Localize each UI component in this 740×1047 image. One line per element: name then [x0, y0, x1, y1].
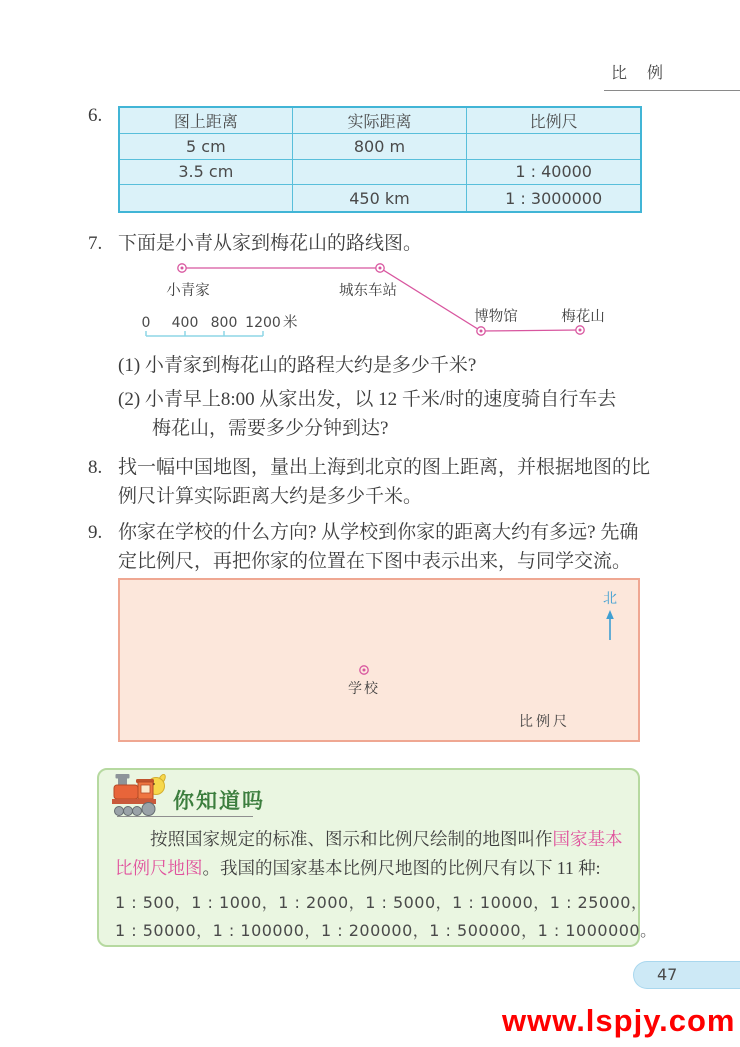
table-cell: 1 : 40000 [467, 160, 640, 186]
train-icon [111, 774, 169, 817]
scale-table [118, 106, 642, 213]
table-cell [467, 134, 640, 160]
question-9-line2: 定比例尺，再把你家的位置在下图中表示出来，与同学交流。 [118, 551, 632, 572]
scale-tick-1200: 1200 [245, 315, 281, 331]
knowbox-paragraph-line1 [115, 828, 623, 850]
school-label: 学校 [348, 682, 380, 697]
page-number: 47 [657, 965, 678, 984]
route-label-home: 小青家 [166, 283, 210, 299]
question-7-text: 下面是小青从家到梅花山的路线图。 [118, 233, 423, 254]
highlighted-term: 国家基本 [552, 829, 623, 849]
question-7-sub2-line1: (2) 小青早上8:00 从家出发，以 12 千米/时的速度骑自行车去 [118, 389, 617, 410]
question-7-sub1: (1) 小青家到梅花山的路程大约是多少千米? [118, 355, 477, 376]
paragraph-text: 按照国家规定的标准、图示和比例尺绘制的地图叫作 [150, 829, 553, 849]
question-8-line1: 找一幅中国地图，量出上海到北京的图上距离，并根据地图的比 [118, 457, 651, 478]
paragraph-text: 。我国的国家基本比例尺地图的比例尺有以下 11 种: [202, 858, 601, 878]
route-path [182, 268, 580, 331]
route-point-museum-icon [477, 327, 485, 335]
north-label: 北 [603, 592, 617, 607]
route-label-station: 城东车站 [339, 283, 397, 299]
question-9-number: 9. [88, 522, 103, 543]
watermark: www.lspjy.com [502, 1003, 736, 1038]
table-cell [120, 185, 293, 211]
did-you-know-title: 你知道吗 [173, 790, 265, 813]
scale-list-line2: 1 : 50000，1 : 100000，1 : 200000，1 : 500000，1 : 1000000。 [115, 921, 657, 940]
did-you-know-box [97, 768, 657, 947]
question-7-number: 7. [88, 233, 103, 254]
table-cell: 450 km [293, 185, 468, 211]
question-8-line2: 例尺计算实际距离大约是多少千米。 [118, 486, 423, 507]
question-8-number: 8. [88, 457, 103, 478]
practice-map-box [118, 578, 640, 742]
question-7-sub2-line2: 梅花山，需要多少分钟到达? [152, 418, 389, 439]
title-underline [117, 816, 253, 817]
question-6-number: 6. [88, 105, 103, 126]
north-arrow-icon [603, 610, 617, 640]
school-marker-icon [358, 664, 370, 676]
table-cell: 5 cm [120, 134, 293, 160]
route-label-meihuashan: 梅花山 [561, 309, 605, 325]
route-point-meihuashan-icon [576, 326, 584, 334]
table-header-cell: 比例尺 [467, 108, 640, 134]
chapter-header [604, 60, 740, 91]
table-header-cell: 实际距离 [293, 108, 468, 134]
chapter-title: 比 例 [611, 65, 666, 82]
route-point-home-icon [178, 264, 186, 272]
knowbox-paragraph-line2 [115, 857, 600, 879]
table-header-cell: 图上距离 [120, 108, 293, 134]
highlighted-term: 比例尺地图 [115, 858, 203, 878]
table-cell: 1 : 3000000 [505, 188, 603, 208]
table-cell [293, 160, 468, 186]
scale-unit-label: 米 [283, 315, 298, 331]
route-label-museum: 博物馆 [474, 309, 518, 325]
question-9-line1: 你家在学校的什么方向? 从学校到你家的距离大约有多远? 先确 [118, 522, 639, 543]
scale-tick-0: 0 [141, 315, 151, 331]
scale-list-line1: 1 : 500，1 : 1000，1 : 2000，1 : 5000，1 : 10000，1 : 25000， [115, 893, 648, 912]
table-cell: 800 m [293, 134, 468, 160]
table-cell: 3.5 cm [120, 160, 293, 186]
route-point-station-icon [376, 264, 384, 272]
page-number-badge [633, 961, 740, 989]
scale-tick-400: 400 [171, 315, 199, 331]
scale-placeholder-label: 比例尺 [519, 715, 570, 730]
scale-bar [146, 331, 263, 336]
route-map [130, 255, 642, 347]
scale-tick-800: 800 [210, 315, 238, 331]
